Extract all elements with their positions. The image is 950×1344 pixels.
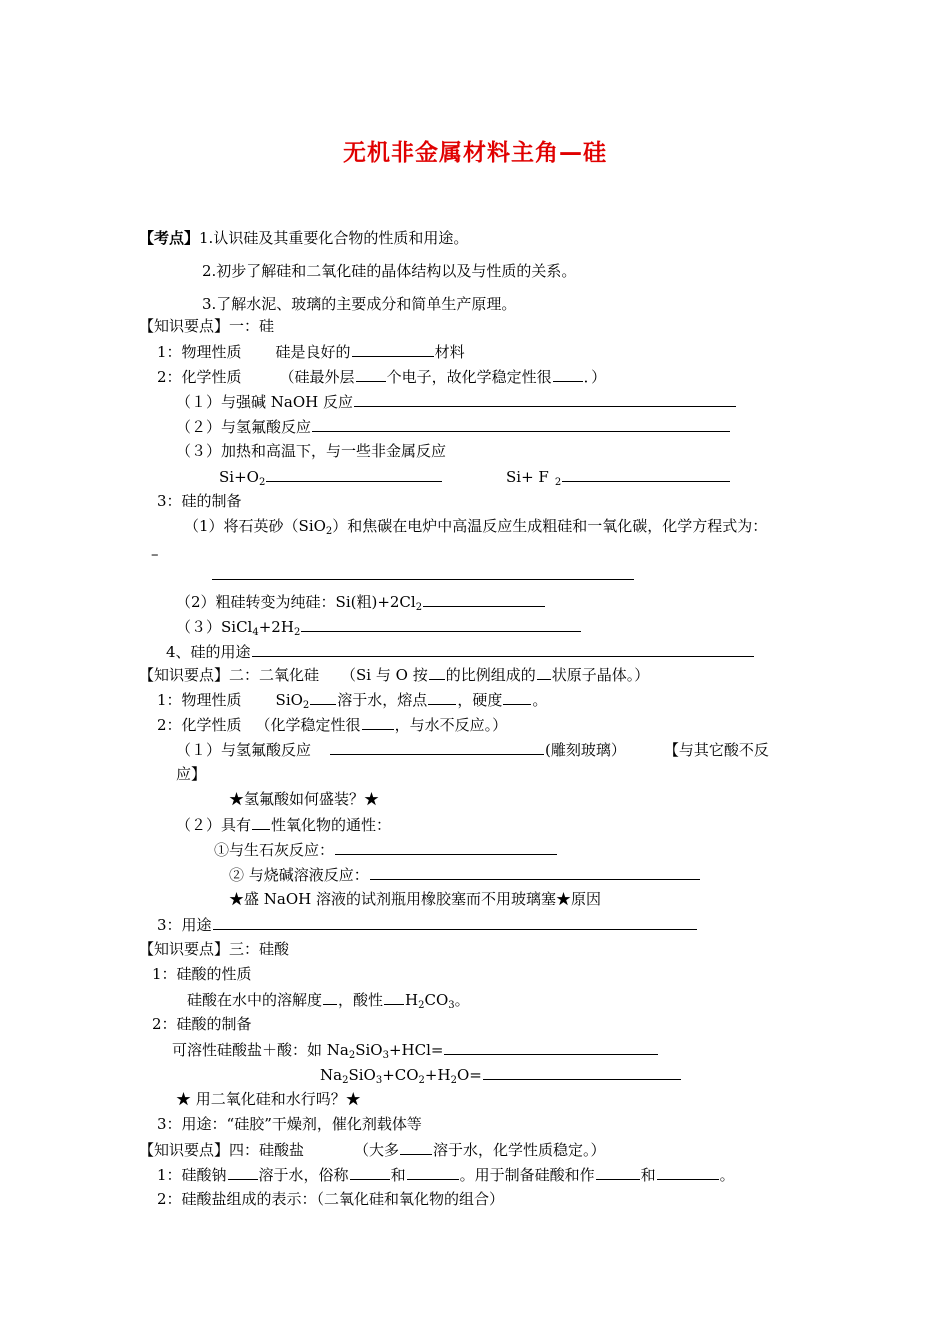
text: （Si 与 O 按 [341, 666, 428, 684]
text: 的比例组成的 [445, 666, 536, 684]
text: SiO [275, 691, 303, 709]
reaction-naoh-line [176, 391, 737, 412]
text: 状原子晶体。） [551, 666, 650, 684]
sio2-chemical-line [157, 714, 507, 735]
star-note-sio2-water: ★ 用二氧化硅和水行吗？★ [176, 1090, 361, 1108]
fill-blank[interactable] [400, 1139, 432, 1155]
subscript: 2 [418, 1000, 425, 1011]
text: 性氧化物的通性： [271, 816, 392, 834]
subscript: 2 [415, 602, 423, 613]
text: ，硬度 [457, 691, 503, 709]
silicon-physical-line [157, 341, 465, 362]
text: （１）与强碱 NaOH 反应 [176, 393, 353, 411]
fill-blank[interactable] [213, 914, 697, 930]
text: +H [424, 1066, 451, 1084]
fill-blank[interactable] [312, 416, 730, 432]
quicklime-line [214, 839, 558, 860]
fill-blank[interactable] [562, 466, 730, 482]
fill-blank[interactable] [503, 689, 531, 705]
label: 2：化学性质 [157, 716, 242, 734]
star-note-naoh: ★盛 NaOH 溶液的试剂瓶用橡胶塞而不用玻璃塞★原因 [229, 890, 601, 908]
text: ② 与烧碱溶液反应： [229, 866, 369, 884]
text: Na [320, 1066, 343, 1084]
si-f2-line [506, 466, 731, 487]
subscript: 2 [554, 477, 562, 488]
text: 。 [719, 1166, 735, 1184]
text: （２）与氢氟酸反应 [176, 418, 312, 436]
reaction-nonmetal-line: （３）加热和高温下，与一些非金属反应 [176, 442, 447, 460]
silicon-prep-label: 3：硅的制备 [157, 492, 242, 510]
fill-blank[interactable] [335, 839, 557, 855]
text: ①与生石灰反应： [214, 841, 335, 859]
prep-step-2 [176, 591, 546, 612]
fill-blank[interactable] [483, 1064, 681, 1080]
text: 材料 [434, 343, 465, 361]
text: 和 [390, 1166, 406, 1184]
fill-blank[interactable] [330, 739, 544, 755]
kaodian-item: 3.了解水泥、玻璃的主要成分和简单生产原理。 [202, 295, 517, 313]
silicic-acid-property-label: 1：硅酸的性质 [152, 965, 252, 983]
subscript: 2 [348, 1050, 356, 1061]
text: （2）粗硅转变为纯硅：Si(粗)+2Cl [176, 593, 416, 611]
prep-equation-hcl [172, 1039, 659, 1060]
text: 【知识要点】二：二氧化硅 [139, 666, 320, 684]
fill-blank[interactable] [252, 641, 754, 657]
subscript: 4 [252, 627, 259, 638]
fill-blank[interactable] [423, 591, 545, 607]
fill-blank[interactable] [428, 689, 456, 705]
text: 1：硅酸钠 [157, 1166, 227, 1184]
fill-blank[interactable] [384, 989, 404, 1005]
section-header-sio2 [139, 664, 649, 685]
fill-blank[interactable] [553, 366, 583, 382]
subscript: 3 [382, 1050, 389, 1061]
section-header-silicon: 【知识要点】一：硅 [139, 317, 275, 335]
text: （大多 [354, 1141, 400, 1159]
si-o2-line [219, 466, 443, 487]
text: (雕刻玻璃） [545, 741, 626, 759]
prep-step-1 [184, 516, 767, 536]
text: （1）将石英砂（SiO [184, 517, 326, 535]
silicon-uses-line [166, 641, 755, 662]
text: +CO [382, 1066, 419, 1084]
sio2-hf-line-cont: 应】 [176, 765, 207, 783]
text: CO [424, 991, 449, 1009]
text: 硅酸在水中的溶解度 [187, 991, 323, 1009]
reaction-hf-line [176, 416, 731, 437]
label: 1：物理性质 [157, 691, 242, 709]
text: （化学稳定性很 [255, 716, 361, 734]
fill-blank[interactable] [356, 366, 386, 382]
text: SiO [348, 1066, 376, 1084]
silicic-acid-uses: 3：用途：“硅胶”干燥剂，催化剂载体等 [157, 1115, 422, 1133]
section-header-silicate [139, 1139, 606, 1160]
fill-blank[interactable] [657, 1164, 719, 1180]
text: 。 [532, 691, 548, 709]
text: （硅最外层 [279, 368, 355, 386]
text: +HCl= [388, 1041, 444, 1059]
label: 2：化学性质 [157, 368, 242, 386]
subscript: 3 [375, 1075, 383, 1086]
text: 硅是良好的 [275, 343, 351, 361]
silicate-composition-line: 2：硅酸盐组成的表示：（二氧化硅和氧化物的组合） [157, 1190, 505, 1208]
fill-blank[interactable] [354, 391, 736, 407]
text: 个电子，故化学稳定性很 [386, 368, 552, 386]
fill-blank[interactable] [228, 1164, 258, 1180]
text: （１）与氢氟酸反应 [176, 741, 312, 759]
fill-blank[interactable] [370, 864, 700, 880]
subscript: 2 [325, 526, 333, 537]
fill-blank[interactable] [350, 1164, 390, 1180]
fill-blank[interactable] [252, 814, 270, 830]
fill-blank[interactable] [596, 1164, 640, 1180]
text: 【与其它酸不反 [663, 741, 769, 759]
fill-blank[interactable] [407, 1164, 459, 1180]
text: 溶于水，俗称 [258, 1166, 349, 1184]
text: ，酸性 [338, 991, 384, 1009]
text: 4、硅的用途 [166, 643, 251, 661]
text: Si+ F [506, 468, 549, 486]
page-title: 无机非金属材料主角—硅 [343, 140, 607, 166]
kaodian-line-1 [139, 228, 468, 248]
acidic-oxide-line [176, 814, 391, 835]
text: 溶于水，化学性质稳定。） [433, 1141, 606, 1159]
prep-equation-co2 [320, 1064, 682, 1085]
text: 溶于水，熔点 [337, 691, 428, 709]
subscript: 2 [342, 1075, 349, 1086]
silicic-acid-solubility-line [187, 989, 470, 1010]
prep-step-3 [176, 616, 582, 637]
subscript: 3 [448, 1000, 455, 1011]
fill-blank[interactable] [301, 616, 581, 632]
section-header-silicic-acid: 【知识要点】三：硅酸 [139, 940, 290, 958]
text: （３）SiCl [176, 618, 253, 636]
sio2-hf-line [176, 739, 769, 760]
text: ）和焦碳在电炉中高温反应生成粗硅和一氧化碳，化学方程式为： [332, 517, 768, 535]
text: 【知识要点】四：硅酸盐 [139, 1141, 305, 1159]
text: +2H [258, 618, 294, 636]
fill-blank[interactable] [352, 341, 434, 357]
text: H [405, 991, 419, 1009]
text: 和 [640, 1166, 656, 1184]
dash-mark: – [151, 545, 159, 563]
sio2-uses-line [157, 914, 698, 935]
text: 。 [454, 991, 470, 1009]
fill-blank[interactable] [362, 714, 394, 730]
sodium-silicate-line [157, 1164, 735, 1185]
fill-blank[interactable] [429, 664, 445, 680]
text: SiO [355, 1041, 383, 1059]
caustic-soda-line [229, 864, 701, 885]
text: 3：用途 [157, 916, 212, 934]
text: O= [456, 1066, 482, 1084]
subscript: 2 [450, 1075, 457, 1086]
silicic-acid-prep-label: 2：硅酸的制备 [152, 1015, 252, 1033]
label: 1：物理性质 [157, 343, 242, 361]
fill-blank[interactable] [212, 564, 634, 580]
fill-blank[interactable] [323, 989, 337, 1005]
fill-blank[interactable] [266, 466, 442, 482]
text: Si+O [219, 468, 259, 486]
star-note-hf: ★氢氟酸如何盛装？★ [229, 790, 380, 808]
text: 。用于制备硅酸和作 [459, 1166, 595, 1184]
subscript: 2 [418, 1075, 425, 1086]
text: ．） [583, 368, 607, 386]
sio2-physical-line [157, 689, 547, 710]
fill-blank[interactable] [444, 1039, 658, 1055]
fill-blank[interactable] [537, 664, 551, 680]
subscript: 2 [258, 477, 266, 488]
prep-step-1-answer [211, 564, 635, 585]
text: ，与水不反应。） [394, 716, 508, 734]
fill-blank[interactable] [310, 689, 336, 705]
kaodian-item: 1.认识硅及其重要化合物的性质和用途。 [199, 229, 469, 247]
subscript: 2 [293, 627, 301, 638]
text: （２）具有 [176, 816, 252, 834]
kaodian-label: 【考点】 [139, 229, 200, 247]
text: 可溶性硅酸盐＋酸：如 Na [172, 1041, 349, 1059]
kaodian-item: 2.初步了解硅和二氧化硅的晶体结构以及与性质的关系。 [202, 262, 577, 280]
subscript: 2 [302, 700, 310, 711]
silicon-chemical-line [157, 366, 606, 387]
